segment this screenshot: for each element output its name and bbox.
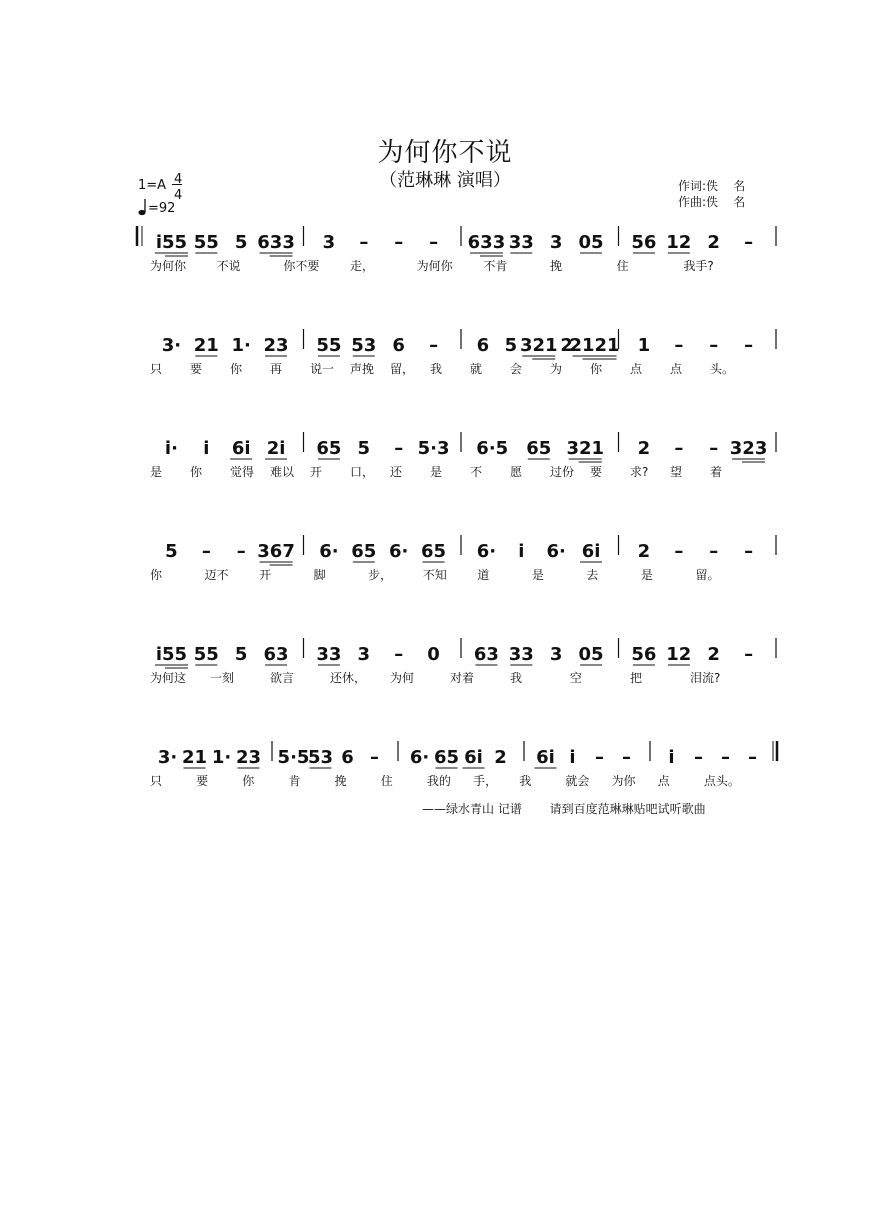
lyric-2-2: 觉得 [230,465,255,479]
note-2-3-0: 2 [637,438,651,459]
lyric-1-8: 就 [470,362,483,376]
note-0-2-2: 3 [549,232,563,253]
note-0-1-1: – [359,232,369,253]
lyric-1-5: 声挽 [350,362,375,376]
note-1-0-0: 3· [161,335,182,356]
lyric-5-11: 点 [657,774,670,788]
note-4-2-3: 05 [578,644,604,665]
note-5-3-3: – [622,747,631,768]
lyric-0-0: 为何你 [150,259,187,273]
note-0-0-3: 633 [257,232,295,253]
note-1-1-1: 53 [351,335,377,356]
lyric-2-10: 过份 [550,465,575,479]
lyric-0-7: 住 [616,259,629,273]
note-4-2-2: 3 [549,644,563,665]
lyric-2-7: 是 [430,465,443,479]
note-1-1-2: 6 [392,335,405,356]
note-1-3-2: – [709,335,719,356]
lyric-4-2: 欲言 [270,671,295,685]
note-2-0-0: i· [164,438,178,459]
note-5-2-2: 6i [464,747,483,768]
note-2-1-0: 65 [316,438,342,459]
note-1-0-2: 1· [231,335,251,356]
note-0-2-1: 33 [508,232,534,253]
lyric-2-11: 要 [590,465,603,479]
lyric-0-4: 为何你 [416,259,453,273]
lyric-0-8: 我手? [683,259,714,273]
note-3-1-3: 65 [421,541,447,562]
note-5-1-2: 6 [341,747,354,768]
note-3-2-1: i [518,541,525,562]
lyric-2-12: 求? [630,465,649,479]
note-4-3-0: 56 [631,644,657,665]
note-5-4-3: – [748,747,757,768]
lyric-1-1: 要 [190,362,203,376]
listening-note: 请到百度范琳琳贴吧试听歌曲 [549,802,706,816]
lyricist: 作词:佚 名 [678,179,746,193]
note-5-1-0: 5·5 [277,747,310,768]
note-4-0-0: i55 [155,644,188,665]
note-2-1-3: 5·3 [417,438,450,459]
lyric-1-7: 我 [430,362,443,376]
lyric-2-14: 着 [710,465,723,479]
note-5-0-3: 23 [235,747,262,768]
note-5-3-2: – [595,747,604,768]
composer: 作曲:佚 名 [678,195,746,209]
note-1-1-0: 55 [316,335,342,356]
note-5-4-2: – [721,747,730,768]
lyric-3-3: 脚 [313,568,326,582]
lyric-2-4: 开 [310,465,323,479]
lyric-4-8: 把 [630,671,643,685]
note-3-2-0: 6· [476,541,497,562]
lyric-1-11: 你 [590,362,603,376]
footer [422,800,730,817]
lyric-2-3: 难以 [270,465,295,479]
note-5-4-1: – [694,747,703,768]
time-sig-top: 4 [174,172,183,187]
note-4-1-2: – [394,644,404,665]
lyric-3-10: 留。 [695,568,720,582]
note-1-2-0: 6 [476,335,490,356]
note-2-0-1: i [203,438,210,459]
note-1-2-2: 321 [519,335,558,356]
note-3-0-0: 5 [165,541,178,562]
lyric-1-6: 留， [390,362,415,376]
lyric-1-9: 会 [510,362,523,376]
note-3-3-1: – [674,541,684,562]
note-3-0-2: – [236,541,246,562]
lyric-1-13: 点 [670,362,683,376]
note-4-2-1: 33 [508,644,534,665]
note-0-2-3: 05 [578,232,604,253]
note-2-2-0: 6·5 [476,438,509,459]
note-1-0-1: 21 [193,335,219,356]
lyric-4-5: 对着 [450,671,475,685]
lyric-5-12: 点头。 [703,774,740,788]
note-3-3-0: 2 [637,541,651,562]
note-1-2-1: 5 [504,335,518,356]
lyric-0-2: 你不要 [283,259,320,273]
lyric-2-13: 望 [670,465,683,479]
note-2-2-1: 65 [526,438,552,459]
lyric-3-2: 开 [259,568,272,582]
lyric-3-0: 你 [150,568,163,582]
note-5-3-1: i [569,747,576,768]
lyric-5-10: 为你 [611,774,636,788]
lyric-5-3: 肯 [288,774,301,788]
note-3-0-1: – [201,541,211,562]
lyric-5-8: 我 [519,774,532,788]
lyric-1-12: 点 [630,362,643,376]
note-4-1-1: 3 [357,644,371,665]
note-4-0-1: 55 [193,644,219,665]
lyric-1-4: 说一 [310,362,335,376]
note-5-1-1: 53 [307,747,334,768]
note-1-3-3: – [744,335,754,356]
lyric-3-5: 不知 [422,568,447,582]
note-4-2-0: 63 [473,644,499,665]
note-1-3-1: – [674,335,684,356]
performer-line: （范琳琳 演唱） [379,170,511,191]
note-2-0-2: 6i [231,438,251,459]
note-3-1-0: 6· [319,541,339,562]
lyric-1-3: 再 [270,362,283,376]
song-title: 为何你不说 [377,138,513,168]
note-0-1-3: – [429,232,439,253]
note-5-0-1: 21 [181,747,208,768]
lyric-0-3: 走， [350,259,375,273]
note-1-2-4: 2121 [569,335,620,356]
lyric-2-1: 你 [190,465,203,479]
note-0-3-0: 56 [631,232,657,253]
lyric-2-5: 口， [350,465,375,479]
note-2-3-2: – [709,438,719,459]
lyric-4-0: 为何这 [150,671,187,685]
note-1-2-3: 2 [560,335,573,356]
lyric-2-8: 不 [470,465,483,479]
lyric-5-0: 只 [150,774,163,788]
note-3-0-3: 367 [257,541,295,562]
note-0-1-0: 3 [322,232,336,253]
lyric-1-14: 头。 [710,362,735,376]
note-0-3-1: 12 [666,232,692,253]
key-text: 1=A [138,178,167,193]
time-sig-bottom: 4 [174,188,183,203]
lyric-5-5: 住 [380,774,393,788]
note-4-1-3: 0 [427,644,440,665]
note-1-0-3: 23 [263,335,289,356]
note-4-3-3: – [744,644,754,665]
note-4-3-1: 12 [666,644,692,665]
lyric-3-6: 道 [477,568,490,582]
note-1-3-0: 1 [637,335,651,356]
lyric-1-2: 你 [230,362,243,376]
note-2-2-2: 321 [566,438,605,459]
lyric-2-9: 愿 [510,465,523,479]
note-3-1-1: 65 [351,541,377,562]
note-0-3-3: – [744,232,754,253]
lyric-1-10: 为 [550,362,563,376]
note-1-1-3: – [429,335,439,356]
note-2-0-3: 2i [266,438,286,459]
tempo-value: =92 [148,201,176,216]
lyric-5-6: 我的 [426,774,451,788]
lyric-3-8: 去 [586,568,599,582]
lyric-5-7: 手， [473,774,498,788]
note-4-0-2: 5 [234,644,248,665]
lyric-5-1: 要 [196,774,209,788]
lyric-4-4: 为何 [390,671,415,685]
lyric-3-9: 是 [640,568,653,582]
lyric-4-6: 我 [510,671,523,685]
note-2-1-1: 5 [357,438,371,459]
note-2-3-1: – [674,438,684,459]
lyric-4-9: 泪流? [690,671,721,685]
note-3-2-3: 6i [581,541,601,562]
lyric-1-0: 只 [150,362,163,376]
lyric-0-1: 不说 [216,259,241,273]
note-5-3-0: 6i [536,747,555,768]
lyric-0-5: 不肯 [483,259,508,273]
lyric-4-7: 空 [570,671,583,685]
note-3-1-2: 6· [389,541,409,562]
note-4-1-0: 33 [316,644,342,665]
note-5-0-0: 3· [157,747,178,768]
note-5-2-0: 6· [409,747,430,768]
note-0-0-0: i55 [155,232,188,253]
note-0-0-2: 5 [234,232,248,253]
lyric-3-1: 迈不 [204,568,229,582]
note-4-0-3: 63 [263,644,289,665]
lyric-0-6: 挽 [550,259,563,273]
note-3-3-2: – [709,541,719,562]
note-5-2-3: 2 [494,747,507,768]
note-5-4-0: i [668,747,675,768]
note-0-3-2: 2 [707,232,720,253]
note-0-0-1: 55 [193,232,219,253]
note-0-1-2: – [394,232,404,253]
note-0-2-0: 633 [467,232,506,253]
lyric-3-7: 是 [531,568,544,582]
lyric-4-1: 一刻 [210,671,235,685]
transcriber-credit: ——绿水青山 记谱 [422,802,522,816]
lyric-2-6: 还 [390,465,403,479]
lyric-5-4: 挽 [334,774,347,788]
note-3-2-2: 6· [546,541,566,562]
note-2-1-2: – [394,438,404,459]
note-5-2-1: 65 [433,747,460,768]
lyric-4-3: 还休， [330,671,367,685]
note-5-0-2: 1· [211,747,232,768]
lyric-5-9: 就会 [565,774,590,788]
note-4-3-2: 2 [707,644,720,665]
note-2-3-3: 323 [729,438,768,459]
lyric-2-0: 是 [150,465,163,479]
lyric-5-2: 你 [242,774,255,788]
note-3-3-3: – [744,541,754,562]
lyric-3-4: 步， [368,568,393,582]
note-5-1-3: – [370,747,379,768]
